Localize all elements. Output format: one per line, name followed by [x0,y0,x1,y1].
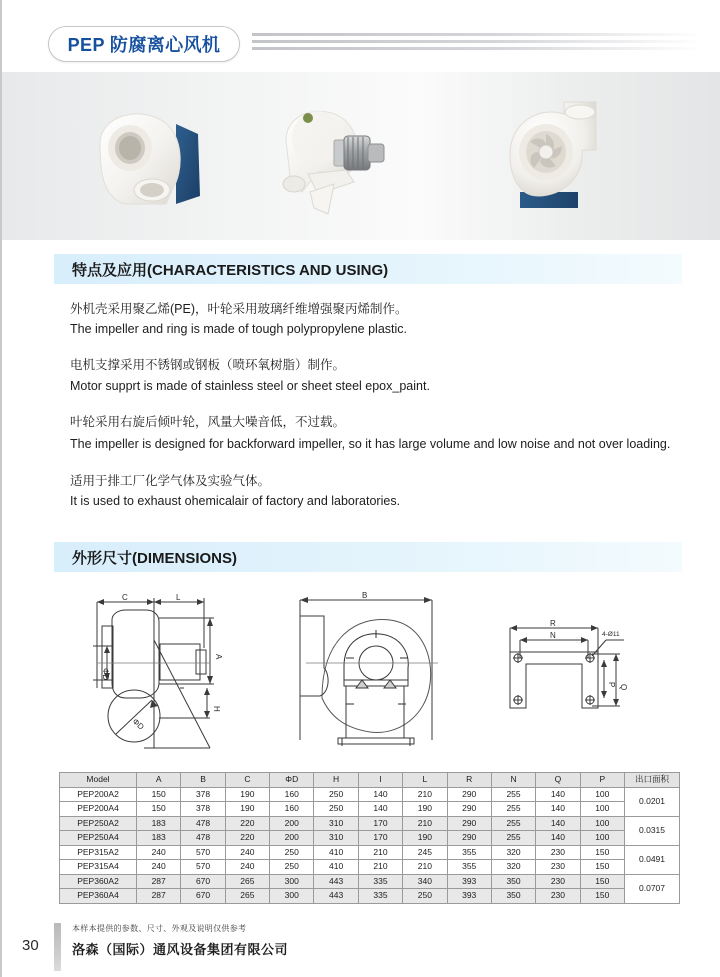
fan-photo-right [496,96,626,226]
cell-n: 255 [491,816,535,831]
table-row [60,845,680,860]
drawing-front-view [286,588,486,763]
cell-model: PEP315A2 [60,845,137,860]
cell-r: 393 [447,889,491,904]
feature-item [70,472,680,513]
feature-text-cn: 电机支撑采用不锈钢或钢板（喷环氧树脂）制作。 [70,358,346,373]
col-header-model: Model [60,773,137,788]
cell-p: 150 [580,874,624,889]
cell-i: 170 [358,816,402,831]
feature-item [70,413,680,457]
feature-item [70,300,680,341]
cell-h: 250 [314,787,358,802]
cell-h: 443 [314,874,358,889]
col-header-r: R [447,773,491,788]
cell-l: 340 [403,874,447,889]
cell-n: 255 [491,802,535,817]
col-header-h: H [314,773,358,788]
cell-model: PEP315A4 [60,860,137,875]
page-footer [2,919,720,977]
footer-disclaimer: 本样本提供的参数、尺寸、外观及说明仅供参考 [72,924,247,933]
cell-c: 190 [225,787,269,802]
col-header-l: L [403,773,447,788]
dim-label-B: B [362,591,368,601]
characteristics-section-header [54,254,682,284]
cell-b: 570 [181,860,225,875]
cell-a: 287 [137,874,181,889]
cell-d: 160 [270,787,314,802]
cell-h: 410 [314,845,358,860]
feature-text-cn: 适用于排工厂化学气体及实验气体。 [70,473,271,488]
dim-label-P: P [607,682,616,688]
cell-i: 335 [358,889,402,904]
footer-company-name: 洛森（国际）通风设备集团有限公司 [72,942,289,957]
cell-h: 410 [314,860,358,875]
cell-p: 150 [580,889,624,904]
cell-a: 183 [137,816,181,831]
cell-d: 300 [270,874,314,889]
table-row [60,874,680,889]
page-number: 30 [22,937,39,954]
cell-model: PEP250A4 [60,831,137,846]
cell-r: 290 [447,831,491,846]
cell-d: 250 [270,860,314,875]
cell-b: 478 [181,831,225,846]
dimensions-heading: 外形尺寸(DIMENSIONS) [72,549,238,567]
cell-b: 478 [181,816,225,831]
cell-model: PEP360A4 [60,889,137,904]
cell-p: 150 [580,860,624,875]
cell-n: 320 [491,845,535,860]
dim-label-Q: Q [619,684,628,691]
cell-p: 100 [580,802,624,817]
table-row [60,787,680,802]
dim-label-H: H [212,706,221,712]
table-body [60,787,680,903]
feature-text-en: The impeller and ring is made of tough polypropylene plastic. [70,322,407,337]
dimensions-table [59,772,680,904]
col-header-i: I [358,773,402,788]
technical-drawings [2,584,720,764]
cell-r: 290 [447,816,491,831]
dim-label-N: N [550,631,556,641]
cell-q: 230 [536,845,580,860]
cell-i: 140 [358,787,402,802]
hole-callout-label: 4-Ø11 [602,631,620,639]
product-title-badge [48,26,240,62]
table-row [60,860,680,875]
col-header-p: P [580,773,624,788]
cell-c: 220 [225,816,269,831]
cell-r: 290 [447,787,491,802]
cell-c: 240 [225,845,269,860]
drawing-side-view [64,588,289,763]
cell-p: 100 [580,831,624,846]
cell-h: 310 [314,831,358,846]
cell-outlet-area: 0.0491 [625,845,680,874]
dim-label-L: L [176,593,181,603]
table-header-row [60,773,680,788]
product-photo-band [2,72,720,240]
col-header-b: B [181,773,225,788]
cell-q: 140 [536,831,580,846]
cell-n: 350 [491,889,535,904]
cell-outlet-area: 0.0707 [625,874,680,903]
table-row [60,802,680,817]
cell-q: 230 [536,889,580,904]
feature-text-en: It is used to exhaust ohemicalair of factory and laboratories. [70,494,401,509]
cell-i: 210 [358,860,402,875]
cell-a: 150 [137,802,181,817]
table-row [60,831,680,846]
feature-text-en: Motor supprt is made of stainless steel or sheet steel epox_paint. [70,378,430,393]
cell-l: 190 [403,802,447,817]
cell-q: 140 [536,816,580,831]
col-header-n: N [491,773,535,788]
cell-l: 245 [403,845,447,860]
cell-h: 443 [314,889,358,904]
cell-d: 250 [270,845,314,860]
cell-d: 200 [270,831,314,846]
cell-l: 190 [403,831,447,846]
cell-p: 100 [580,816,624,831]
cell-r: 355 [447,860,491,875]
cell-l: 210 [403,787,447,802]
cell-h: 310 [314,816,358,831]
cell-a: 240 [137,845,181,860]
feature-text-en: The impeller is designed for backforward impeller, so it has large volume and low noise and not over loading. [70,436,671,451]
cell-r: 290 [447,802,491,817]
cell-d: 160 [270,802,314,817]
dim-label-phiD-outlet: ΦD [130,716,146,732]
cell-outlet-area: 0.0315 [625,816,680,845]
dim-label-C: C [122,593,128,603]
dimensions-section-header [54,542,682,572]
table-row [60,889,680,904]
cell-a: 240 [137,860,181,875]
cell-h: 250 [314,802,358,817]
cell-q: 140 [536,802,580,817]
cell-r: 393 [447,874,491,889]
footer-accent-bar [54,923,61,971]
cell-outlet-area: 0.0201 [625,787,680,816]
cell-i: 170 [358,831,402,846]
cell-l: 210 [403,860,447,875]
col-header-q: Q [536,773,580,788]
cell-model: PEP200A4 [60,802,137,817]
drawing-base-plate [488,602,648,732]
header-decoration-lines [252,33,704,55]
cell-p: 150 [580,845,624,860]
col-header-a: A [137,773,181,788]
cell-n: 255 [491,787,535,802]
cell-a: 183 [137,831,181,846]
feature-item [70,356,680,397]
col-header-phid: ΦD [270,773,314,788]
cell-l: 210 [403,816,447,831]
cell-i: 210 [358,845,402,860]
cell-c: 265 [225,889,269,904]
cell-a: 287 [137,889,181,904]
col-header-c: C [225,773,269,788]
cell-model: PEP250A2 [60,816,137,831]
characteristics-list [70,300,680,513]
cell-r: 355 [447,845,491,860]
cell-model: PEP200A2 [60,787,137,802]
cell-d: 300 [270,889,314,904]
cell-b: 378 [181,787,225,802]
cell-q: 140 [536,787,580,802]
page-header [2,0,720,72]
cell-l: 250 [403,889,447,904]
cell-b: 570 [181,845,225,860]
cell-model: PEP360A2 [60,874,137,889]
cell-n: 350 [491,874,535,889]
cell-n: 255 [491,831,535,846]
cell-b: 670 [181,889,225,904]
feature-text-cn: 叶轮采用右旋后倾叶轮，风量大噪音低，不过载。 [70,414,346,429]
cell-c: 190 [225,802,269,817]
characteristics-heading: 特点及应用(CHARACTERISTICS AND USING) [72,261,389,279]
cell-d: 200 [270,816,314,831]
cell-c: 220 [225,831,269,846]
page-title: PEP 防腐离心风机 [67,35,221,55]
dim-label-R: R [550,619,556,629]
cell-n: 320 [491,860,535,875]
cell-i: 335 [358,874,402,889]
dim-label-A: A [214,654,223,660]
cell-q: 230 [536,874,580,889]
col-header-outlet-area: 出口面积 [625,773,680,788]
fan-photo-left [80,100,230,220]
feature-text-cn: 外机壳采用聚乙烯(PE)，叶轮采用玻璃纤维增强聚丙烯制作。 [70,302,408,316]
dim-label-phiD-inlet: ΦD [101,668,110,681]
cell-q: 230 [536,860,580,875]
cell-i: 140 [358,802,402,817]
table-row [60,816,680,831]
cell-c: 240 [225,860,269,875]
fan-photo-center [268,96,398,226]
dimensions-table-wrapper [59,772,680,904]
cell-b: 378 [181,802,225,817]
cell-b: 670 [181,874,225,889]
cell-a: 150 [137,787,181,802]
cell-p: 100 [580,787,624,802]
cell-c: 265 [225,874,269,889]
